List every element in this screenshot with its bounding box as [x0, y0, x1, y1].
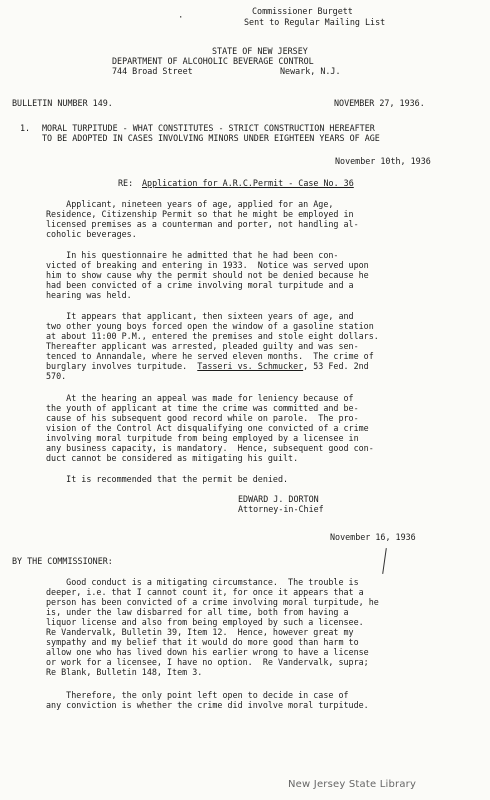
re-label: RE:: [118, 178, 134, 188]
text-line: tenced to Annandale, where he served eleven months. The crime of: [46, 351, 374, 361]
text-line: deeper, i.e. that I cannot count it, for once it appears that a: [46, 587, 364, 597]
text-line: 570.: [46, 371, 67, 381]
library-stamp: New Jersey State Library: [288, 779, 417, 790]
signer-title: Attorney-in-Chief: [238, 504, 324, 514]
text-line: duct cannot be considered as mitigating his guilt.: [46, 453, 299, 463]
pen-mark: [382, 548, 387, 574]
text-line: hearing was held.: [46, 290, 132, 300]
text-line: Re Vandervalk, Bulletin 39, Item 12. Hence, however great my: [46, 627, 354, 637]
text-segment: burglary involves turpitude.: [46, 361, 198, 371]
memo-date: November 10th, 1936: [335, 156, 431, 166]
text-line: Applicant, nineteen years of age, applied for an Age,: [46, 199, 334, 209]
stray-dot: ·: [178, 13, 184, 23]
text-line: two other young boys forced open the window of a gasoline station: [46, 321, 374, 331]
text-line: allow one who has lived down his earlier wrong to have a license: [46, 647, 369, 657]
item-heading-1: MORAL TURPITUDE - WHAT CONSTITUTES - STRICT CONSTRUCTION HEREAFTER: [42, 123, 375, 133]
commissioner-date: November 16, 1936: [330, 532, 416, 542]
commissioner-label: BY THE COMMISSIONER:: [12, 556, 113, 566]
bulletin-number: BULLETIN NUMBER 149.: [12, 98, 113, 108]
text-line: vision of the Control Act disqualifying one convicted of a crime: [46, 423, 369, 433]
text-segment: , 53 Fed. 2nd: [303, 361, 369, 371]
memo-recommendation: It is recommended that the permit be denied.: [46, 474, 289, 484]
text-line: sympathy and my belief that it would do more good than harm to: [46, 637, 359, 647]
state-name: STATE OF NEW JERSEY: [212, 46, 308, 56]
text-line: coholic beverages.: [46, 229, 137, 239]
text-line: Re Blank, Bulletin 148, Item 3.: [46, 667, 203, 677]
text-line: at about 11:00 P.M., entered the premises and stole eight dollars.: [46, 331, 379, 341]
text-line: the youth of applicant at time the crime was committed and be-: [46, 403, 359, 413]
text-line: Therefore, the only point left open to decide in case of: [46, 690, 349, 700]
text-line: or work for a licensee, I have no option. Re Vandervalk, supra;: [46, 657, 369, 667]
text-line: licensed premises as a counterman and porter, not handling al-: [46, 219, 359, 229]
routing-note-2: Sent to Regular Mailing List: [244, 17, 386, 27]
signer-name: EDWARD J. DORTON: [238, 494, 319, 504]
text-line: any business capacity, is mandatory. Hence, subsequent good con-: [46, 443, 374, 453]
text-line: In his questionnaire he admitted that he had been con-: [46, 250, 339, 260]
text-line-with-citation: [46, 361, 369, 371]
text-line: At the hearing an appeal was made for leniency because of: [46, 393, 354, 403]
text-line: him to show cause why the permit should not be denied because he: [46, 270, 369, 280]
text-line: liquor license and also from being employed by such a licensee.: [46, 617, 364, 627]
text-line: Thereafter applicant was arrested, pleaded guilty and was sen-: [46, 341, 359, 351]
text-line: had been convicted of a crime involving moral turpitude and a: [46, 280, 354, 290]
routing-note-1: Commissioner Burgett: [252, 6, 353, 16]
text-line: Residence, Citizenship Permit so that he might be employed in: [46, 209, 354, 219]
text-line: Good conduct is a mitigating circumstance. The trouble is: [46, 577, 359, 587]
item-heading-2: TO BE ADOPTED IN CASES INVOLVING MINORS UNDER EIGHTEEN YEARS OF AGE: [42, 133, 380, 143]
department-name: DEPARTMENT OF ALCOHOLIC BEVERAGE CONTROL: [112, 56, 314, 66]
text-line: involving moral turpitude from being employed by a licensee in: [46, 433, 359, 443]
text-line: any conviction is whether the crime did involve moral turpitude.: [46, 700, 369, 710]
text-line: person has been convicted of a crime involving moral turpitude, he: [46, 597, 379, 607]
text-line: It appears that applicant, then sixteen years of age, and: [46, 311, 354, 321]
department-address: 744 Broad Street: [112, 66, 193, 76]
department-city: Newark, N.J.: [280, 66, 341, 76]
bulletin-date: NOVEMBER 27, 1936.: [334, 98, 425, 108]
text-line: is, under the law disbarred for all time, both from having a: [46, 607, 349, 617]
re-subject: Application for A.R.C.Permit - Case No. 36: [142, 178, 354, 188]
text-line: victed of breaking and entering in 1933. Notice was served upon: [46, 260, 369, 270]
case-citation: Tasseri vs. Schmucker: [197, 361, 304, 371]
item-number: 1.: [20, 123, 31, 133]
text-line: cause of his subsequent good record while on parole. The pro-: [46, 413, 359, 423]
